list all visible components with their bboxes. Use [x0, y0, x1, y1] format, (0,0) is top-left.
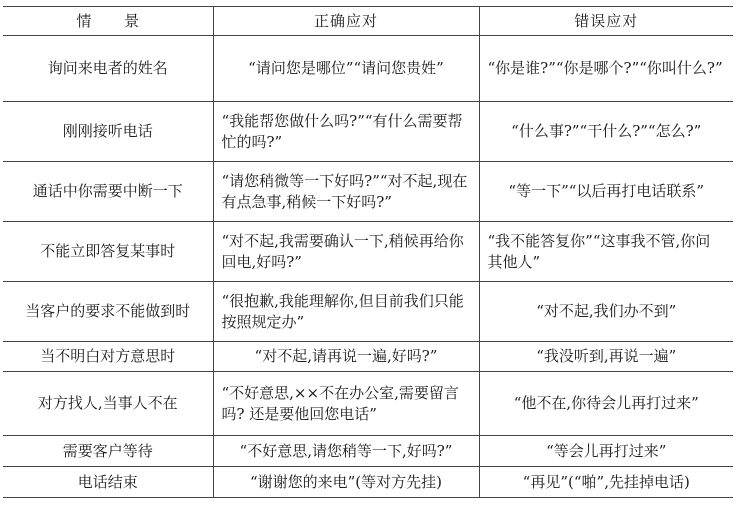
- correct-response-cell: “请您稍微等一下好吗?”“对不起,现在有点急事,稍候一下好吗?”: [213, 162, 479, 222]
- scene-cell: 当客户的要求不能做到时: [3, 282, 213, 342]
- table-row: [3, 467, 733, 498]
- header-scene: 情 景: [3, 7, 213, 36]
- correct-response-cell: “请问您是哪位”“请问您贵姓”: [213, 36, 479, 102]
- correct-response-cell: “我能帮您做什么吗?”“有什么需要帮忙的吗?”: [213, 102, 479, 162]
- table-row: [3, 342, 733, 372]
- wrong-response-cell: “等一下”“以后再打电话联系”: [479, 162, 733, 222]
- correct-response-cell: “谢谢您的来电”(等对方先挂): [213, 467, 479, 498]
- phone-etiquette-table: [3, 6, 733, 498]
- correct-response-cell: “不好意思,请您稍等一下,好吗?”: [213, 436, 479, 467]
- wrong-response-cell: “你是谁?”“你是哪个?”“你叫什么?”: [479, 36, 733, 102]
- wrong-response-cell: “我没听到,再说一遍”: [479, 342, 733, 372]
- correct-response-cell: “对不起,我需要确认一下,稍候再给你回电,好吗?”: [213, 222, 479, 282]
- table-row: [3, 162, 733, 222]
- table-row: [3, 102, 733, 162]
- scene-cell: 电话结束: [3, 467, 213, 498]
- table-row: [3, 282, 733, 342]
- scene-cell: 不能立即答复某事时: [3, 222, 213, 282]
- table-row: [3, 36, 733, 102]
- scene-cell: 刚刚接听电话: [3, 102, 213, 162]
- table-header-row: [3, 7, 733, 36]
- scene-cell: 当不明白对方意思时: [3, 342, 213, 372]
- scene-cell: 询问来电者的姓名: [3, 36, 213, 102]
- scene-cell: 需要客户等待: [3, 436, 213, 467]
- table-row: [3, 372, 733, 436]
- table-row: [3, 222, 733, 282]
- wrong-response-cell: “什么事?”“干什么?”“怎么?”: [479, 102, 733, 162]
- header-correct: 正确应对: [213, 7, 479, 36]
- wrong-response-cell: “我不能答复你”“这事我不管,你问其他人”: [479, 222, 733, 282]
- correct-response-cell: “很抱歉,我能理解你,但目前我们只能按照规定办”: [213, 282, 479, 342]
- correct-response-cell: “对不起,请再说一遍,好吗?”: [213, 342, 479, 372]
- table-row: [3, 436, 733, 467]
- scene-cell: 对方找人,当事人不在: [3, 372, 213, 436]
- wrong-response-cell: “等会儿再打过来”: [479, 436, 733, 467]
- wrong-response-cell: “他不在,你待会儿再打过来”: [479, 372, 733, 436]
- wrong-response-cell: “再见”(“啪”,先挂掉电话): [479, 467, 733, 498]
- header-wrong: 错误应对: [479, 7, 733, 36]
- correct-response-cell: “不好意思,××不在办公室,需要留言吗? 还是要他回您电话”: [213, 372, 479, 436]
- scene-cell: 通话中你需要中断一下: [3, 162, 213, 222]
- wrong-response-cell: “对不起,我们办不到”: [479, 282, 733, 342]
